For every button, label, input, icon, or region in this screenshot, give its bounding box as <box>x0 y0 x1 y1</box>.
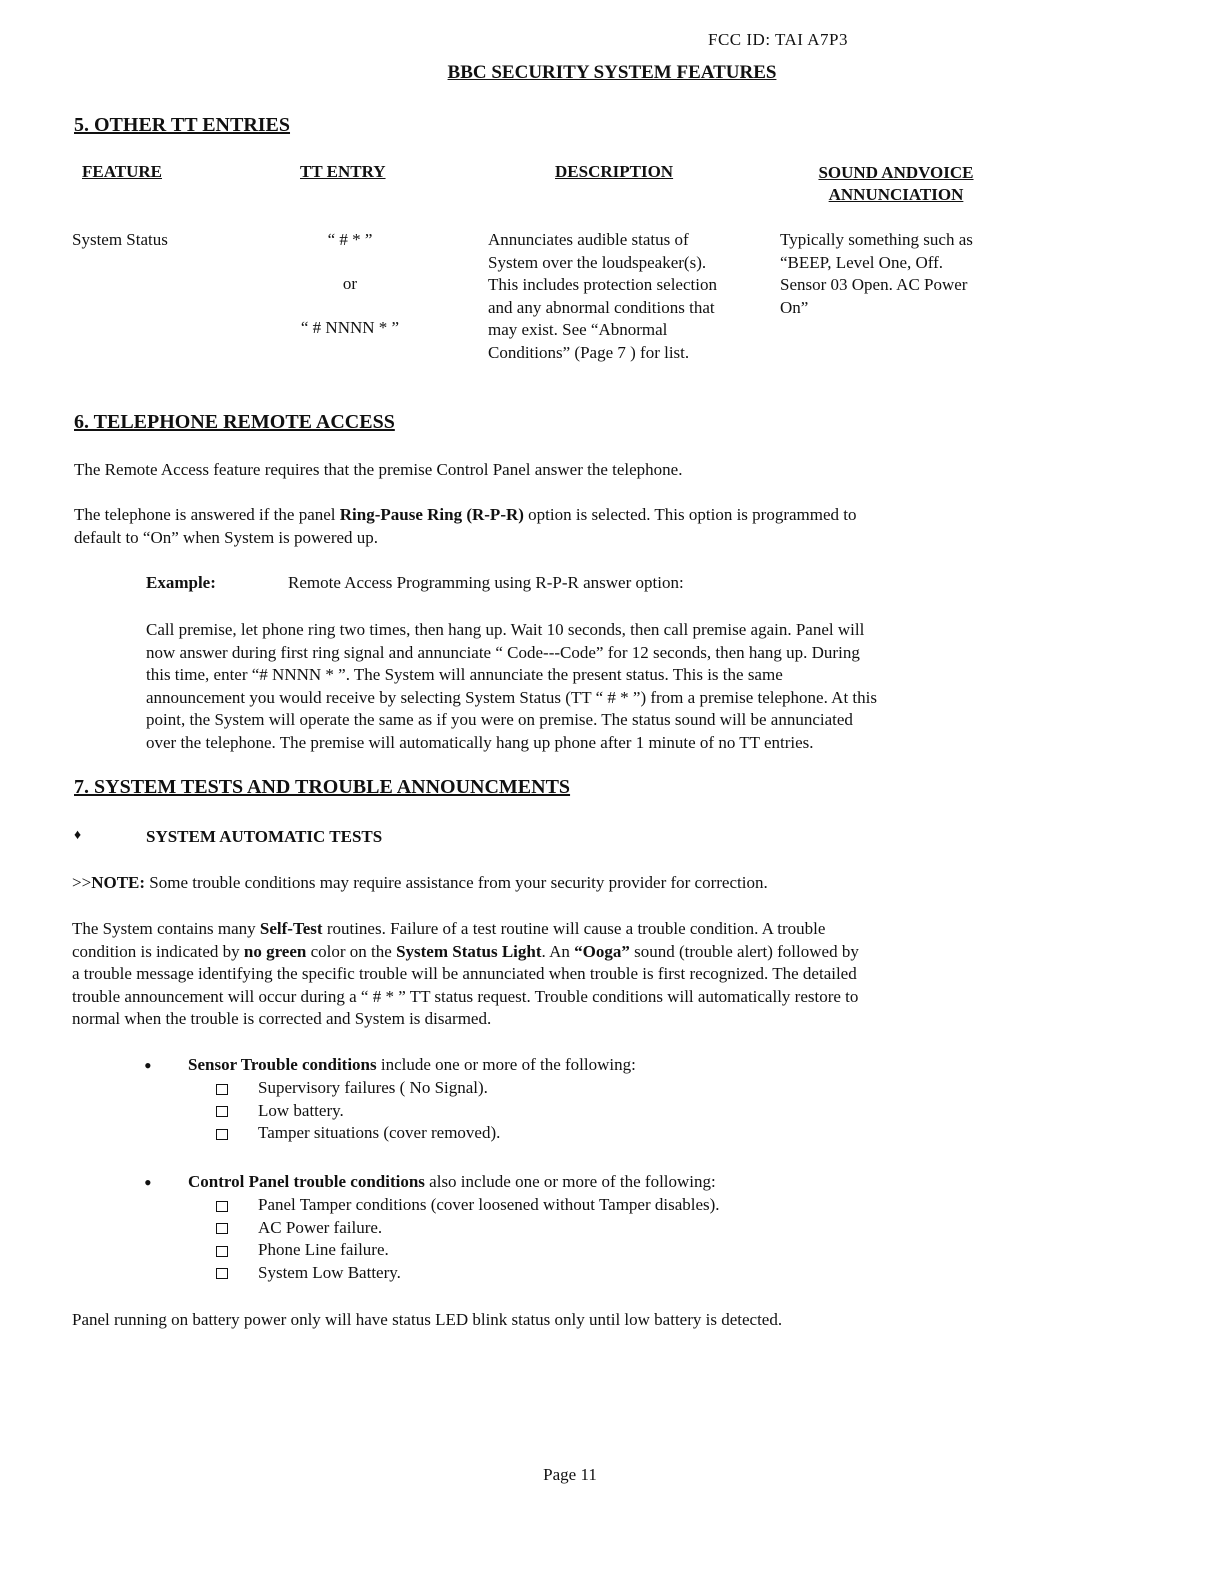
sensor-trouble-rest: include one or more of the following: <box>376 1055 636 1074</box>
section5-heading: 5. OTHER TT ENTRIES <box>74 114 291 136</box>
list-item <box>216 1239 720 1262</box>
para-line: normal when the trouble is corrected and System is disarmed. <box>72 1009 492 1028</box>
col-sound-line1: SOUND ANDVOICE <box>818 163 974 182</box>
tt-entry-or: or <box>342 274 358 293</box>
section6-heading: 6. TELEPHONE REMOTE ACCESS <box>74 411 395 433</box>
p2-text: option is selected. This option is programmed to <box>523 505 857 524</box>
description-line: Annunciates audible status of <box>488 230 689 249</box>
example-label: Example: <box>146 573 216 592</box>
section6-paragraph-1: The Remote Access feature requires that the premise Control Panel answer the telephone. <box>74 460 683 479</box>
sensor-trouble-label: Sensor Trouble conditions <box>188 1055 377 1074</box>
closing-paragraph: Panel running on battery power only will have status LED blink status only until low battery is detected. <box>72 1310 783 1329</box>
col-tt-entry: TT ENTRY <box>300 162 386 181</box>
list-item <box>216 1262 720 1285</box>
section7-heading: 7. SYSTEM TESTS AND TROUBLE ANNOUNCMENTS <box>74 776 571 798</box>
page-number: Page 11 <box>543 1465 597 1484</box>
checkbox-square-icon <box>216 1129 228 1140</box>
checkbox-square-icon <box>216 1084 228 1095</box>
note-text: Some trouble conditions may require assistance from your security provider for correction. <box>145 873 768 892</box>
sound-cell <box>780 229 973 319</box>
description-line: may exist. See “Abnormal <box>488 320 668 339</box>
p2-bold: Ring-Pause Ring (R-P-R) <box>339 505 524 524</box>
col-sound <box>780 162 1012 206</box>
example-line: this time, enter “# NNNN * ”. The System will annunciate the present status. This is the same <box>146 665 783 684</box>
list-item-text: Phone Line failure. <box>258 1240 389 1259</box>
list-item-text: Supervisory failures ( No Signal). <box>258 1078 488 1097</box>
sound-line: Sensor 03 Open. AC Power <box>780 275 968 294</box>
checkbox-square-icon <box>216 1106 228 1117</box>
list-item-text: Panel Tamper conditions (cover loosened without Tamper disables). <box>258 1195 720 1214</box>
para-text: sound (trouble alert) followed by <box>629 941 859 961</box>
list-item <box>216 1194 720 1217</box>
list-item-text: Tamper situations (cover removed). <box>258 1123 501 1142</box>
example-line: Call premise, let phone ring two times, then hang up. Wait 10 seconds, then call premise again. Panel will <box>146 620 865 639</box>
p2-line2: default to “On” when System is powered up. <box>74 527 379 547</box>
sound-line: Typically something such as <box>780 230 973 249</box>
col-feature: FEATURE <box>82 162 162 181</box>
panel-trouble-heading <box>188 1171 716 1194</box>
section6-paragraph-2 <box>74 504 856 549</box>
fcc-id: FCC ID: TAI A7P3 <box>708 30 848 49</box>
note-prefix: >> <box>72 873 92 892</box>
note-line <box>72 872 768 895</box>
sound-line: “BEEP, Level One, Off. <box>780 252 944 272</box>
description-line: System over the loudspeaker(s). <box>488 252 707 272</box>
checkbox-square-icon <box>216 1201 228 1212</box>
example-line: announcement you would receive by selecting System Status (TT “ # * ”) from a premise telephone. At this <box>146 687 877 707</box>
checkbox-square-icon <box>216 1223 228 1234</box>
diamond-bullet-icon: ♦ <box>74 828 82 843</box>
example-line: over the telephone. The premise will automatically hang up phone after 1 minute of no TT entries. <box>146 732 814 752</box>
feature-system-status: System Status <box>72 230 168 249</box>
bullet-icon: • <box>144 1053 152 1078</box>
checkbox-square-icon <box>216 1246 228 1257</box>
bullet-icon: • <box>144 1170 152 1195</box>
list-item-text: AC Power failure. <box>258 1217 383 1237</box>
list-item-text: System Low Battery. <box>258 1262 401 1282</box>
list-item <box>216 1100 500 1123</box>
description-line: This includes protection selection <box>488 275 717 294</box>
para-text: condition is indicated by <box>72 941 244 961</box>
col-description: DESCRIPTION <box>555 162 674 181</box>
note-label: NOTE: <box>91 873 146 892</box>
para-line: trouble announcement will occur during a “ # * ” TT status request. Trouble conditions will automatically restore to <box>72 986 859 1006</box>
list-item <box>216 1217 720 1240</box>
p2-text: The telephone is answered if the panel <box>74 505 340 524</box>
para-text: . An <box>541 941 575 961</box>
para-bold: System Status Light <box>396 941 542 961</box>
para-line: a trouble message identifying the specific trouble will be annunciated when trouble is first recognized. The detailed <box>72 964 857 983</box>
panel-trouble-rest: also include one or more of the following: <box>424 1172 716 1191</box>
tt-entry-2: “ # NNNN * ” <box>300 318 400 337</box>
description-line: and any abnormal conditions that <box>488 297 715 317</box>
para-text: color on the <box>306 941 397 961</box>
description-line: Conditions” (Page 7 ) for list. <box>488 342 690 362</box>
list-item <box>216 1077 500 1100</box>
tt-entry-1: “ # * ” <box>327 230 373 249</box>
sensor-trouble-list <box>216 1077 500 1145</box>
para-bold: Self-Test <box>259 919 323 938</box>
checkbox-square-icon <box>216 1268 228 1279</box>
col-sound-line2: ANNUNCIATION <box>828 185 964 204</box>
para-bold: “Ooga” <box>574 941 630 961</box>
para-text: The System contains many <box>72 919 260 938</box>
panel-trouble-label: Control Panel trouble conditions <box>188 1172 425 1191</box>
sound-line: On” <box>780 297 809 317</box>
example-paragraph <box>146 619 877 754</box>
automatic-tests-heading: SYSTEM AUTOMATIC TESTS <box>146 827 383 846</box>
example-line: point, the System will operate the same as if you were on premise. The status sound will be annunciated <box>146 710 853 729</box>
example-line: now answer during first ring signal and annunciate “ Code---Code” for 12 seconds, then hang up. During <box>146 642 860 662</box>
para-bold: no green <box>243 941 307 961</box>
sensor-trouble-heading <box>188 1054 636 1077</box>
panel-trouble-list <box>216 1194 720 1284</box>
para-text: routines. Failure of a test routine will cause a trouble condition. A trouble <box>322 919 826 938</box>
list-item-text: Low battery. <box>258 1100 344 1120</box>
self-test-paragraph <box>72 918 859 1031</box>
page-title: BBC SECURITY SYSTEM FEATURES <box>447 62 777 83</box>
description-cell <box>488 229 717 364</box>
example-text: Remote Access Programming using R-P-R answer option: <box>288 573 684 592</box>
list-item <box>216 1122 500 1145</box>
